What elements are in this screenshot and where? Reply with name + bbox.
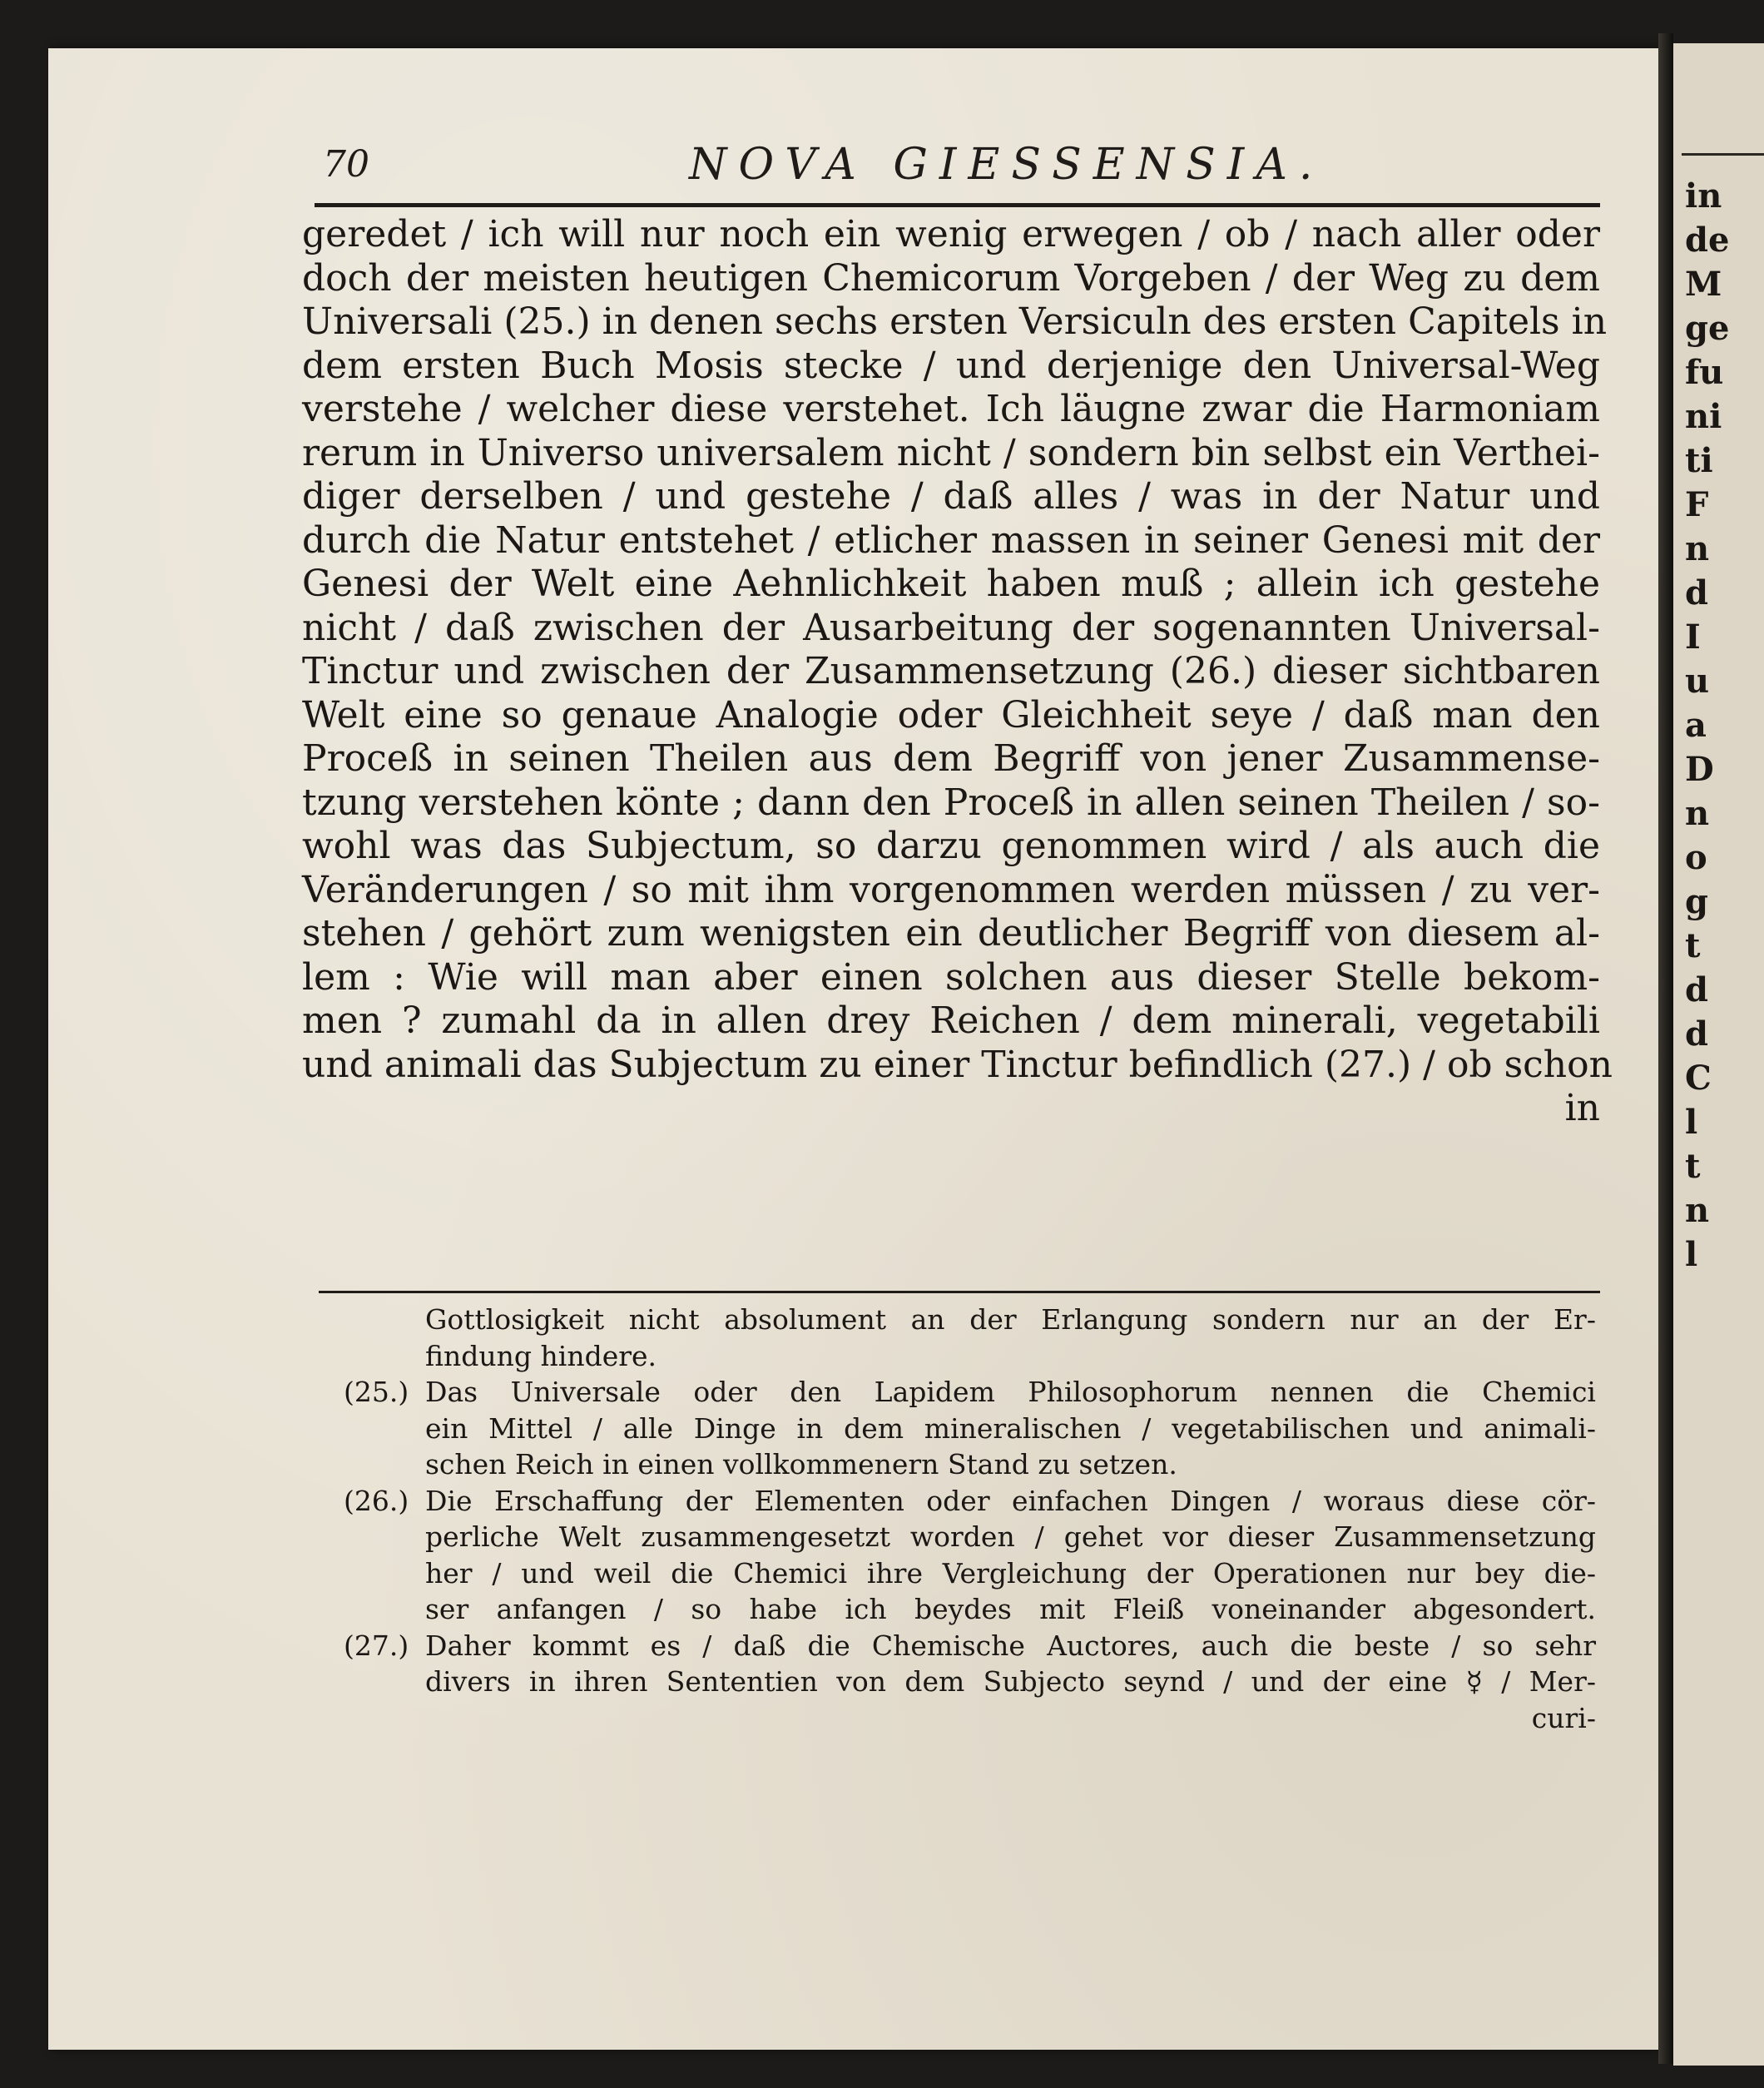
footnote-26 <box>344 1483 1596 1520</box>
facing-page-fragment: o <box>1685 838 1707 877</box>
body-line: tzung verstehen könte ; dann den Proceß in allen seinen Theilen / so- <box>302 781 1600 824</box>
footnote-catchword: curi- <box>1531 1701 1596 1734</box>
footnote-line: schen Reich in einen vollkommenern Stand zu setzen. <box>425 1448 1177 1480</box>
facing-page-fragment: n <box>1685 529 1710 568</box>
footnote-line: perliche Welt zusammengesetzt worden / gehet vor dieser Zusammensetzung <box>425 1520 1596 1553</box>
facing-page-edge <box>1673 43 1764 2066</box>
facing-page-fragment: I <box>1685 617 1701 657</box>
facing-page-fragment: a <box>1685 706 1707 745</box>
body-line: und animali das Subjectum zu einer Tinctur befindlich (27.) / ob schon <box>302 1043 1613 1086</box>
footnote-mark: (26.) <box>344 1484 409 1517</box>
facing-page-fragment: l <box>1685 1235 1698 1274</box>
footnote-line: Das Universale oder den Lapidem Philosophorum nennen die Chemici <box>425 1376 1596 1408</box>
facing-page-fragment: de <box>1685 221 1730 260</box>
footnotes <box>344 1302 1596 1736</box>
body-line: durch die Natur entstehet / etlicher massen in seiner Genesi mit der <box>302 518 1600 562</box>
body-line: geredet / ich will nur noch ein wenig erwegen / ob / nach aller oder <box>302 213 1600 255</box>
facing-page-fragment: M <box>1685 265 1722 304</box>
body-line: Welt eine so genaue Analogie oder Gleichheit seye / daß man den <box>302 693 1600 737</box>
book-gutter <box>1658 33 1673 2064</box>
body-line: Universali (25.) in denen sechs ersten Versiculn des ersten Capitels in <box>302 300 1608 343</box>
facing-page-fragment: l <box>1685 1103 1698 1142</box>
body-line: dem ersten Buch Mosis stecke / und derjenige den Universal-Weg <box>302 344 1600 387</box>
footnote-line: her / und weil die Chemici ihre Vergleichung der Operationen nur bey die- <box>425 1556 1596 1590</box>
body-line: wohl was das Subjectum, so darzu genommen wird / als auch die <box>302 825 1600 867</box>
facing-page-fragment: F <box>1685 485 1709 524</box>
facing-page-fragment: t <box>1685 926 1701 965</box>
header-rule <box>315 203 1600 207</box>
facing-page-fragment: u <box>1685 662 1710 701</box>
footnote-line: ein Mittel / alle Dinge in dem mineralischen / vegetabilischen und animali- <box>425 1411 1596 1445</box>
body-line: men ? zumahl da in allen drey Reichen / dem minerali, vegetabili <box>302 999 1600 1042</box>
footnote-mark: (25.) <box>344 1376 409 1408</box>
body-line: rerum in Universo universalem nicht / sondern bin selbst ein Verthei- <box>302 431 1600 474</box>
facing-page-fragment: fu <box>1685 353 1724 392</box>
facing-page-fragment: t <box>1685 1147 1701 1186</box>
running-head <box>323 138 1571 196</box>
book-page <box>48 48 1658 2050</box>
footnote-line: Die Erschaffung der Elementen oder einfachen Dingen / woraus diese cör- <box>425 1484 1596 1517</box>
facing-page-fragment: d <box>1685 1014 1708 1054</box>
body-line: lem : Wie will man aber einen solchen aus dieser Stelle bekom- <box>302 955 1600 999</box>
body-line: diger derselben / und gestehe / daß alles / was in der Natur und <box>302 475 1600 518</box>
page-number: 70 <box>323 143 369 186</box>
running-title: NOVA GIESSENSIA. <box>689 140 1325 190</box>
footnote-continuation-line: findung hindere. <box>425 1339 657 1372</box>
facing-page-fragment: ti <box>1685 441 1713 480</box>
facing-page-fragment: C <box>1685 1059 1712 1098</box>
body-text <box>302 213 1613 1131</box>
facing-page-fragment: n <box>1685 794 1710 833</box>
facing-page-fragment: in <box>1685 176 1722 216</box>
facing-page-fragment: d <box>1685 970 1708 1009</box>
footnote-25 <box>344 1374 1596 1411</box>
footnote-mark: (27.) <box>344 1629 409 1662</box>
body-line: Genesi der Welt eine Aehnlichkeit haben muß ; allein ich gestehe <box>302 563 1600 605</box>
facing-page-fragment: D <box>1685 750 1714 789</box>
footnote-rule <box>319 1291 1600 1293</box>
body-line: Tinctur und zwischen der Zusammensetzung (26.) dieser sichtbaren <box>302 650 1600 692</box>
body-line: stehen / gehört zum wenigsten ein deutlicher Begriff von diesem al- <box>302 912 1600 955</box>
footnote-continuation-line: Gottlosigkeit nicht absolument an der Erlangung sondern nur an der Er- <box>425 1303 1596 1336</box>
footnote-line: ser anfangen / so habe ich beydes mit Fleiß voneinander abgesondert. <box>425 1593 1596 1625</box>
body-line: Proceß in seinen Theilen aus dem Begriff von jener Zusammense- <box>302 737 1600 780</box>
body-line: Veränderungen / so mit ihm vorgenommen werden müssen / zu ver- <box>302 868 1600 911</box>
footnote-line: Daher kommt es / daß die Chemische Auctores, auch die beste / so sehr <box>425 1629 1596 1662</box>
facing-page-fragment: g <box>1685 882 1708 921</box>
facing-page-fragment: n <box>1685 1191 1710 1230</box>
body-line: doch der meisten heutigen Chemicorum Vorgeben / der Weg zu dem <box>302 256 1600 300</box>
body-catchword: in <box>1564 1087 1600 1129</box>
body-line: nicht / daß zwischen der Ausarbeitung der sogenannten Universal- <box>302 606 1600 649</box>
body-line: verstehe / welcher diese verstehet. Ich läugne zwar die Harmoniam <box>302 388 1600 430</box>
facing-page-rule <box>1682 153 1764 156</box>
facing-page-fragment: ni <box>1685 397 1722 436</box>
facing-page-fragment: d <box>1685 573 1708 613</box>
footnote-27 <box>344 1628 1596 1664</box>
facing-page-fragment: ge <box>1685 309 1730 348</box>
footnote-line: divers in ihren Sententien von dem Subjecto seynd / und der eine ☿ / Mer- <box>425 1665 1596 1698</box>
